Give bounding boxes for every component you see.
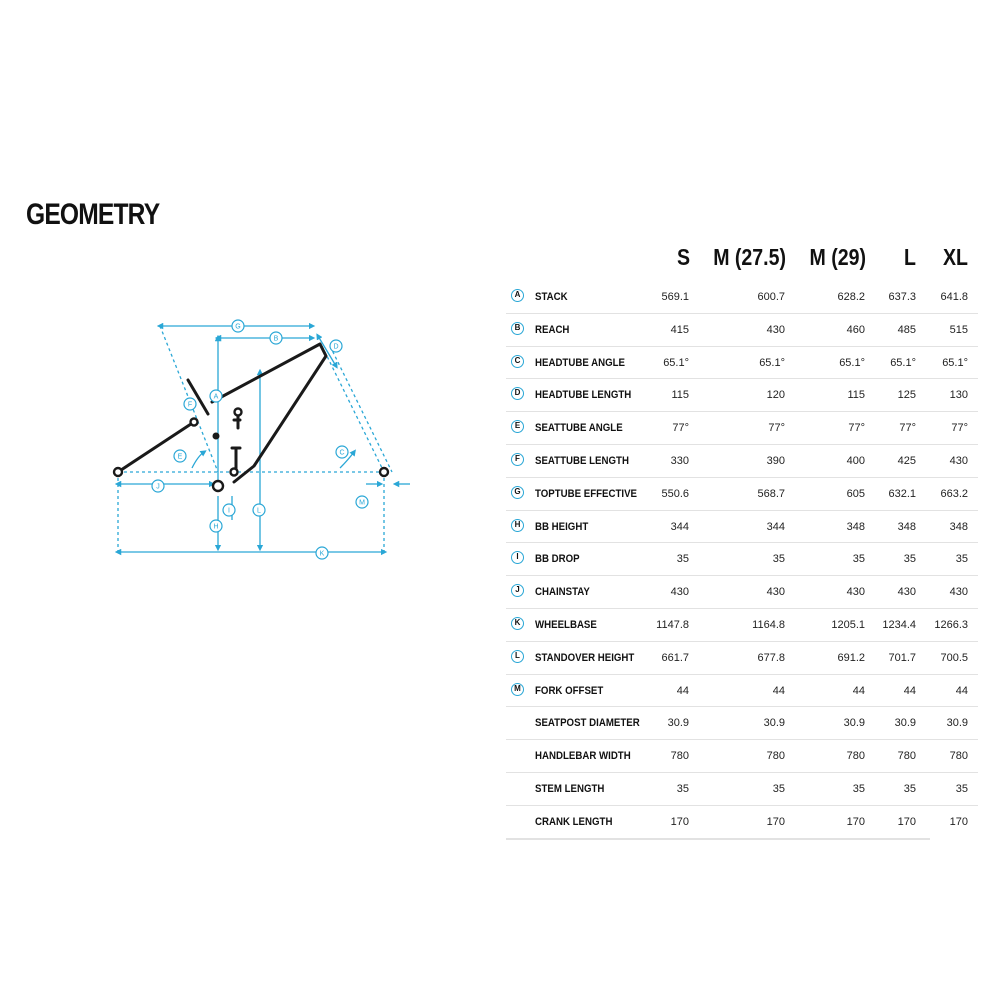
- diagram-marker-label: F: [187, 401, 193, 409]
- table-cell-m-27-5: 390: [766, 454, 785, 467]
- row-label: BB DROP: [535, 553, 580, 566]
- frame-geometry-diagram: [100, 300, 420, 570]
- row-marker-badge: F: [511, 453, 524, 466]
- table-cell-l: 65.1°: [890, 356, 916, 369]
- row-label: CRANK LENGTH: [535, 815, 613, 828]
- table-cell-s: 65.1°: [663, 356, 689, 369]
- row-label: REACH: [535, 323, 570, 336]
- diagram-marker-i: [223, 504, 235, 516]
- diagram-marker-label: E: [177, 453, 183, 461]
- row-label: STEM LENGTH: [535, 782, 605, 795]
- table-cell-xl: 44: [955, 684, 968, 697]
- table-row: [506, 445, 978, 478]
- table-cell-m-27-5: 344: [766, 520, 785, 533]
- table-row: [506, 511, 978, 544]
- diagram-marker-d: [330, 340, 342, 352]
- table-cell-l: 125: [897, 389, 916, 402]
- diagram-marker-label: A: [213, 393, 219, 401]
- table-cell-s: 550.6: [661, 487, 689, 500]
- table-cell-m-27-5: 35: [772, 782, 785, 795]
- table-cell-xl: 170: [949, 815, 968, 828]
- table-cell-m-27-5: 568.7: [757, 487, 785, 500]
- table-cell-m-27-5: 35: [772, 553, 785, 566]
- table-row: [506, 740, 978, 773]
- diagram-marker-f: [184, 398, 196, 410]
- row-label: SEATTUBE LENGTH: [535, 454, 629, 467]
- table-cell-l: 485: [897, 323, 916, 336]
- diagram-marker-g: [232, 320, 244, 332]
- row-marker-badge: D: [511, 387, 524, 400]
- row-label: CHAINSTAY: [535, 586, 590, 599]
- table-cell-xl: 515: [949, 323, 968, 336]
- table-cell-m-29: 430: [846, 586, 865, 599]
- row-marker-badge: G: [511, 486, 524, 499]
- table-cell-m-27-5: 430: [766, 586, 785, 599]
- table-row: [506, 379, 978, 412]
- table-cell-m-29: 605: [846, 487, 865, 500]
- diagram-marker-label: B: [273, 335, 279, 343]
- table-cell-s: 344: [670, 520, 689, 533]
- table-cell-m-29: 628.2: [837, 291, 865, 303]
- row-marker-badge: B: [511, 322, 524, 335]
- row-label: HEADTUBE ANGLE: [535, 356, 625, 369]
- table-cell-m-29: 400: [846, 454, 865, 467]
- diagram-marker-label: M: [359, 499, 365, 507]
- table-cell-l: 430: [897, 586, 916, 599]
- table-cell-xl: 1266.3: [934, 618, 968, 631]
- table-cell-s: 77°: [672, 422, 689, 435]
- table-cell-xl: 430: [949, 586, 968, 599]
- geometry-table: [506, 281, 978, 840]
- table-cell-m-27-5: 44: [772, 684, 785, 697]
- table-cell-m-29: 780: [846, 750, 865, 763]
- table-cell-s: 1147.8: [656, 618, 689, 631]
- diagram-marker-c: [336, 446, 348, 458]
- table-cell-s: 44: [676, 684, 689, 697]
- table-cell-s: 569.1: [661, 291, 689, 303]
- table-cell-m-29: 65.1°: [839, 356, 865, 369]
- table-cell-m-29: 115: [847, 389, 865, 402]
- table-cell-s: 35: [676, 782, 689, 795]
- diagram-marker-e: [174, 450, 186, 462]
- diagram-marker-b: [270, 332, 282, 344]
- size-header-s: S: [676, 244, 690, 270]
- table-cell-s: 661.7: [661, 651, 689, 664]
- size-header-xl: XL: [943, 244, 968, 270]
- table-cell-l: 44: [903, 684, 916, 697]
- table-cell-m-27-5: 677.8: [757, 651, 785, 664]
- table-cell-s: 330: [670, 454, 689, 467]
- table-cell-m-27-5: 170: [766, 815, 785, 828]
- table-cell-xl: 30.9: [946, 717, 968, 730]
- size-header-m-29: M (29): [809, 244, 866, 270]
- row-label: SEATTUBE ANGLE: [535, 422, 623, 435]
- table-cell-m-27-5: 77°: [768, 422, 785, 435]
- table-cell-m-29: 77°: [848, 422, 865, 435]
- table-cell-l: 170: [897, 815, 916, 828]
- table-cell-m-27-5: 600.7: [757, 291, 785, 303]
- table-cell-xl: 641.8: [940, 291, 968, 303]
- dimension-lines: [118, 323, 410, 556]
- row-marker-badge: J: [511, 584, 524, 597]
- table-cell-xl: 35: [955, 553, 968, 566]
- diagram-marker-label: D: [333, 343, 339, 351]
- table-cell-l: 637.3: [888, 291, 916, 303]
- table-cell-m-29: 35: [852, 553, 865, 566]
- pivot-dot: [213, 433, 220, 440]
- diagram-marker-k: [316, 547, 328, 559]
- diagram-marker-label: H: [213, 523, 219, 531]
- table-cell-xl: 65.1°: [942, 356, 968, 369]
- table-cell-l: 77°: [899, 422, 916, 435]
- table-row: [506, 412, 978, 445]
- table-row: [506, 642, 978, 675]
- table-row: [506, 478, 978, 511]
- table-cell-l: 780: [897, 750, 916, 763]
- row-label: STACK: [535, 291, 568, 303]
- row-label: WHEELBASE: [535, 618, 597, 631]
- diagram-marker-label: L: [257, 507, 261, 515]
- diagram-marker-label: G: [235, 323, 241, 331]
- table-cell-s: 415: [670, 323, 689, 336]
- table-row: [506, 806, 968, 840]
- table-cell-xl: 663.2: [940, 487, 968, 500]
- table-cell-s: 780: [670, 750, 689, 763]
- table-cell-m-27-5: 65.1°: [759, 356, 785, 369]
- table-cell-s: 430: [670, 586, 689, 599]
- table-cell-xl: 700.5: [940, 651, 968, 664]
- table-cell-m-29: 1205.1: [831, 618, 865, 631]
- row-label: SEATPOST DIAMETER: [535, 717, 640, 730]
- table-row: [506, 314, 978, 347]
- table-cell-m-27-5: 120: [766, 389, 785, 402]
- table-cell-l: 30.9: [894, 717, 916, 730]
- table-cell-s: 35: [676, 553, 689, 566]
- diagram-marker-label: C: [339, 449, 345, 457]
- table-cell-m-29: 35: [852, 782, 865, 795]
- row-marker-badge: I: [511, 551, 524, 564]
- table-cell-l: 35: [903, 553, 916, 566]
- table-cell-m-27-5: 430: [766, 323, 785, 336]
- row-marker-badge: E: [511, 420, 524, 433]
- diagram-marker-a: [210, 390, 222, 402]
- size-header-m-27-5: M (27.5): [713, 244, 786, 270]
- diagram-marker-l: [253, 504, 265, 516]
- table-cell-l: 701.7: [888, 651, 916, 664]
- table-cell-s: 170: [670, 815, 689, 828]
- table-cell-l: 632.1: [888, 487, 916, 500]
- row-marker-badge: A: [511, 289, 524, 302]
- row-label: FORK OFFSET: [535, 684, 604, 697]
- diagram-marker-m: [356, 496, 368, 508]
- table-cell-m-29: 30.9: [843, 717, 865, 730]
- diagram-marker-label: K: [319, 550, 325, 558]
- row-marker-badge: K: [511, 617, 524, 630]
- table-row: [506, 675, 978, 708]
- table-row: [506, 576, 978, 609]
- table-cell-xl: 780: [949, 750, 968, 763]
- table-cell-m-29: 44: [852, 684, 865, 697]
- table-row: [506, 609, 978, 642]
- diagram-marker-label: J: [156, 483, 160, 491]
- table-cell-xl: 348: [949, 520, 968, 533]
- diagram-marker-j: [152, 480, 164, 492]
- table-cell-m-29: 691.2: [837, 651, 865, 664]
- diagram-marker-label: I: [228, 507, 230, 515]
- row-marker-badge: C: [511, 355, 524, 368]
- row-label: BB HEIGHT: [535, 520, 589, 533]
- table-cell-l: 1234.4: [882, 618, 916, 631]
- table-cell-s: 30.9: [667, 717, 689, 730]
- table-row: [506, 347, 978, 380]
- row-label: HEADTUBE LENGTH: [535, 389, 632, 402]
- table-cell-m-27-5: 1164.8: [752, 618, 785, 631]
- row-marker-badge: L: [511, 650, 524, 663]
- diagram-marker-h: [210, 520, 222, 532]
- table-cell-l: 35: [903, 782, 916, 795]
- table-cell-m-29: 460: [846, 323, 865, 336]
- row-marker-badge: M: [511, 683, 524, 696]
- bike-frame: [118, 344, 326, 482]
- table-cell-xl: 35: [955, 782, 968, 795]
- table-cell-l: 348: [897, 520, 916, 533]
- row-label: HANDLEBAR WIDTH: [535, 750, 631, 763]
- row-marker-badge: H: [511, 519, 524, 532]
- table-cell-m-27-5: 30.9: [763, 717, 785, 730]
- table-row: [506, 707, 978, 740]
- table-cell-m-27-5: 780: [766, 750, 785, 763]
- table-cell-xl: 77°: [951, 422, 968, 435]
- table-row: [506, 281, 978, 314]
- table-cell-l: 425: [897, 454, 916, 467]
- table-cell-xl: 430: [949, 454, 968, 467]
- size-header-l: L: [904, 244, 916, 270]
- table-cell-m-29: 348: [846, 520, 865, 533]
- page-title: GEOMETRY: [26, 198, 160, 231]
- row-label: TOPTUBE EFFECTIVE: [535, 487, 638, 500]
- table-cell-s: 115: [671, 389, 689, 402]
- table-row: [506, 543, 978, 576]
- row-label: STANDOVER HEIGHT: [535, 651, 635, 664]
- table-row: [506, 773, 978, 806]
- table-cell-m-29: 170: [846, 815, 865, 828]
- table-cell-xl: 130: [949, 389, 968, 402]
